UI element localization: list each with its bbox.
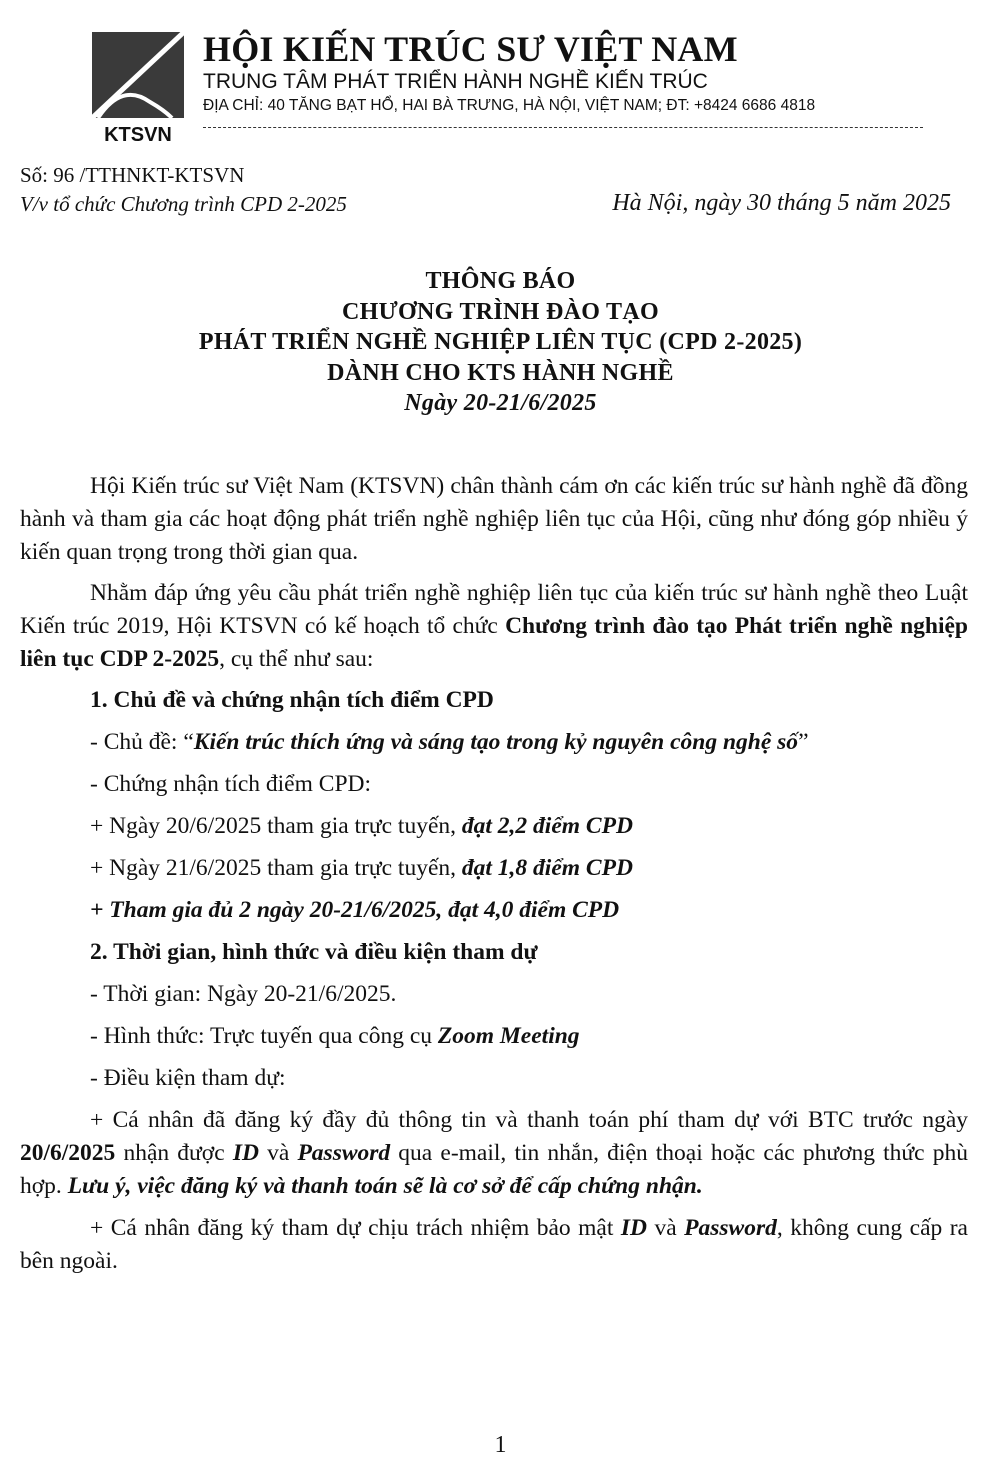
format-tool: Zoom Meeting (437, 1023, 580, 1049)
cert-label: - Chứng nhận tích điểm CPD: (90, 771, 372, 797)
page-number: 1 (494, 1432, 507, 1458)
password-term: Password (297, 1140, 391, 1166)
id-term: ID (232, 1140, 259, 1166)
id-term-2: ID (620, 1215, 647, 1241)
day-2-text: + Ngày 21/6/2025 tham gia trực tuyến, (90, 855, 462, 881)
title-line-2: CHƯƠNG TRÌNH ĐÀO TẠO (342, 298, 659, 325)
condition-2-text: + Cá nhân đăng ký tham dự chịu trách nhiệm bảo mật (90, 1215, 621, 1241)
format-text: - Hình thức: Trực tuyến qua công cụ (90, 1023, 438, 1049)
purpose-text: Nhằm đáp ứng yêu cầu phát triển nghề nghiệp liên tục của kiến trúc sư hành nghề theo Luật Kiến trúc 2019, Hội KTSVN có kế hoạch tổ chức (20, 580, 968, 639)
day-1-points: đạt 2,2 điểm CPD (461, 813, 633, 839)
time-line: - Thời gian: Ngày 20-21/6/2025. (90, 981, 397, 1007)
day-2-credit (20, 852, 968, 885)
condition-2 (20, 1212, 968, 1278)
intro-paragraph: Hội Kiến trúc sư Việt Nam (KTSVN) chân thành cám ơn các kiến trúc sư hành nghề đã đồng hành và tham gia các hoạt động phát triển nghề nghiệp liên tục của Hội, cũng như đóng góp nhiều ý kiến quan trọng trong thời gian qua. (20, 473, 968, 565)
condition-1-text: + Cá nhân đã đăng ký đầy đủ thông tin và thanh toán phí tham dự với BTC trước ngày (90, 1107, 968, 1133)
condition-1-note: Lưu ý, việc đăng ký và thanh toán sẽ là cơ sở để cấp chứng nhận. (67, 1173, 703, 1199)
condition-2-tail: , không cung cấp ra bên ngoài. (20, 1215, 968, 1274)
section-2-heading: 2. Thời gian, hình thức và điều kiện tham dự (90, 939, 538, 965)
condition-1-text-3: qua e-mail, tin nhắn, điện thoại hoặc các phương thức phù hợp. (20, 1140, 969, 1199)
condition-1-and: và (258, 1140, 298, 1166)
condition-1-text-2: nhận được (115, 1140, 233, 1166)
org-address: ĐỊA CHỈ: 40 TĂNG BẠT HỔ, HAI BÀ TRƯNG, HÀ NỘI, VIỆT NAM; ĐT: +8424 6686 4818 (203, 97, 816, 114)
section-1-heading: 1. Chủ đề và chứng nhận tích điểm CPD (90, 687, 494, 713)
condition-2-and: và (647, 1215, 685, 1241)
title-line-1: THÔNG BÁO (425, 268, 576, 294)
day-1-credit (20, 810, 968, 843)
topic-label: - Chủ đề: “ (90, 729, 194, 755)
header-divider (203, 127, 923, 128)
logo-label: KTSVN (104, 124, 172, 146)
both-days-credit: + Tham gia đủ 2 ngày 20-21/6/2025, đạt 4,0 điểm CPD (90, 897, 620, 923)
format-line (20, 1020, 968, 1053)
topic-title: Kiến trúc thích ứng và sáng tạo trong kỷ nguyên công nghệ số (193, 729, 799, 755)
document-date: Hà Nội, ngày 30 tháng 5 năm 2025 (612, 190, 951, 216)
password-term-2: Password (684, 1215, 777, 1241)
topic-line (20, 726, 968, 759)
condition-1 (20, 1104, 968, 1203)
day-2-points: đạt 1,8 điểm CPD (461, 855, 633, 881)
document-regarding: V/v tổ chức Chương trình CPD 2-2025 (20, 192, 347, 216)
document-number: Số: 96 /TTHNKT-KTSVN (20, 163, 245, 187)
title-date: Ngày 20-21/6/2025 (404, 390, 597, 416)
deadline-date: 20/6/2025 (20, 1140, 116, 1166)
title-line-3: PHÁT TRIỂN NGHỀ NGHIỆP LIÊN TỤC (CPD 2-2025) (198, 329, 803, 355)
title-line-4: DÀNH CHO KTS HÀNH NGHỀ (327, 359, 674, 386)
day-1-text: + Ngày 20/6/2025 tham gia trực tuyến, (90, 813, 462, 839)
org-name: HỘI KIẾN TRÚC SƯ VIỆT NAM (203, 29, 738, 69)
title-block (0, 266, 1001, 419)
document-body (20, 470, 968, 1278)
ktsvn-logo (92, 32, 184, 118)
purpose-tail: , cụ thể như sau: (219, 646, 374, 672)
program-name: Chương trình đào tạo Phát triển nghề nghiệp liên tục CDP 2-2025 (20, 613, 968, 672)
conditions-label: - Điều kiện tham dự: (90, 1065, 286, 1091)
purpose-paragraph (20, 577, 968, 676)
topic-quote-end: ” (798, 729, 809, 755)
org-subtitle: TRUNG TÂM PHÁT TRIỂN HÀNH NGHỀ KIẾN TRÚC (203, 70, 708, 93)
